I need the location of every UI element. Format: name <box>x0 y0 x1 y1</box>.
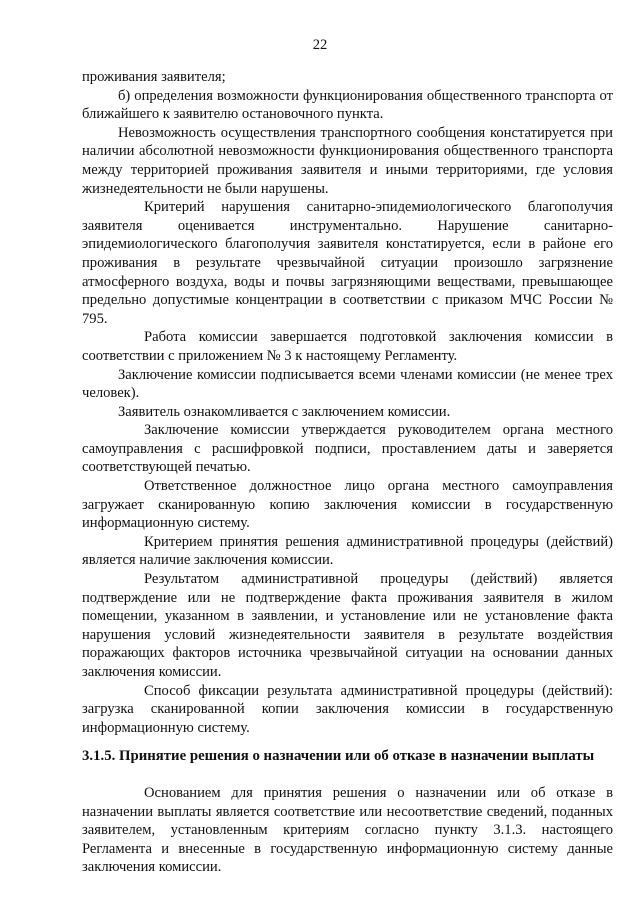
paragraph: Заключение комиссии утверждается руководителем органа местного самоуправления с расшифровкой подписи, проставлением даты и заверяется соответствующей печатью. <box>82 422 613 476</box>
paragraph: Основанием для принятия решения о назначении или об отказе в назначении выплаты является соответствие или несоответствие сведений, поданных заявителем, установленным критериям согласно пункту 3.1.3. настоящего Регламента и внесенные в государственную информационную систему данные заключения комиссии. <box>82 784 613 876</box>
paragraph: Способ фиксации результата административной процедуры (действий): загрузка сканированной копии заключения комиссии в государственную информационную систему. <box>82 682 613 736</box>
paragraph: Работа комиссии завершается подготовкой заключения комиссии в соответствии с приложением № 3 к настоящему Регламенту. <box>82 329 613 364</box>
paragraph: Заключение комиссии подписывается всеми членами комиссии (не менее трех человек). <box>82 366 613 402</box>
paragraph: Невозможность осуществления транспортного сообщения констатируется при наличии абсолютной невозможности функционирования общественного транспорта между территорией проживания заявителя и иными территориями, где условия жизнедеятельности не были нарушены. <box>82 124 613 197</box>
spacer <box>82 737 613 747</box>
paragraph: Критерием принятия решения административной процедуры (действий) является наличие заключения комиссии. <box>82 533 613 569</box>
page-content <box>82 68 613 877</box>
paragraph: Критерий нарушения санитарно-эпидемиологического благополучия заявителя оценивается инструментально. Нарушение санитарно-эпидемиологического благополучия заявителя констатируется, если в районе его проживания в результате чрезвычайной ситуации произошло загрязнение атмосферного воздуха, воды и почвы загрязняющими веществами, превышающее предельно допустимые концентрации в соответствии с приказом МЧС России № 795. <box>82 199 613 327</box>
paragraph: Заявитель ознакомливается с заключением комиссии. <box>118 403 451 420</box>
page-number: 22 <box>312 37 328 53</box>
paragraph: проживания заявителя; <box>82 69 226 85</box>
paragraph: Результатом административной процедуры (действий) является подтверждение или не подтверждение факта проживания заявителя в жилом помещении, указанном в заявлении, и установление или не установление факта нарушения условий жизнедеятельности заявителя в результате воздействия поражающих факторов источника чрезвычайной ситуации на основании данных заключения комиссии. <box>82 571 613 680</box>
section-heading: 3.1.5. Принятие решения о назначении или об отказе в назначении выплаты <box>82 748 595 765</box>
paragraph: Ответственное должностное лицо органа местного самоуправления загружает сканированную копию заключения комиссии в государственную информационную систему. <box>82 478 613 532</box>
paragraph: б) определения возможности функционирования общественного транспорта от ближайшего к заявителю остановочного пункта. <box>82 87 613 123</box>
spacer <box>82 766 613 784</box>
